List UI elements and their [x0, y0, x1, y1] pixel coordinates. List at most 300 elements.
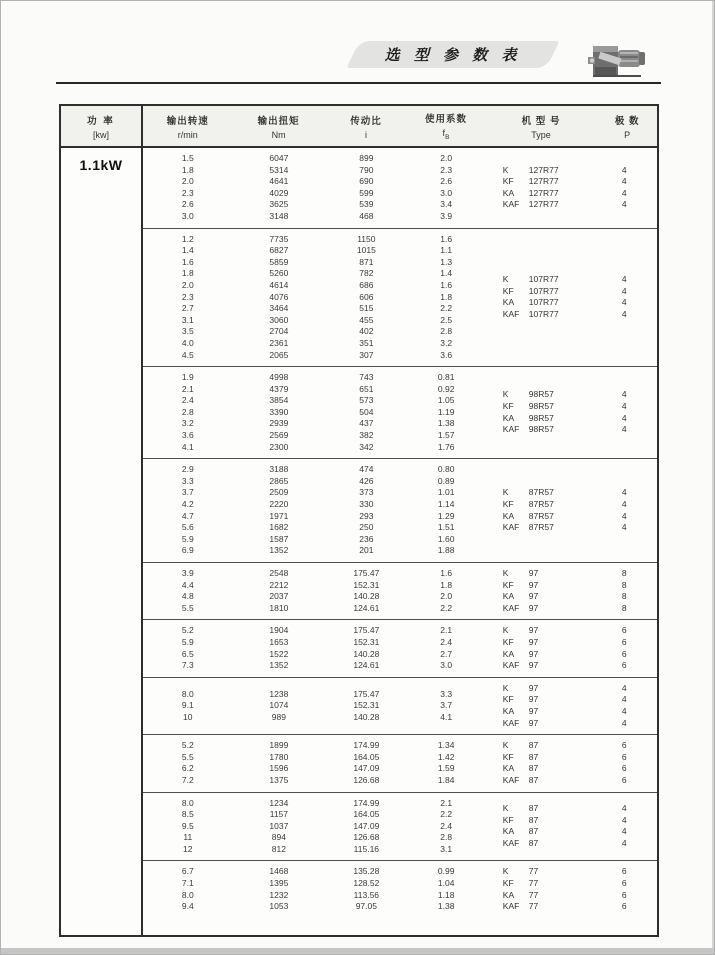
type-row — [485, 740, 657, 752]
ratio-cell: 147.09 — [353, 820, 380, 831]
torque-cell: 1468 — [269, 866, 289, 877]
type-row — [485, 309, 657, 321]
poles-value: 4 — [621, 424, 627, 435]
column-header-ratio: 传动比 i — [350, 115, 382, 140]
type-row — [485, 683, 657, 695]
type-name: KA 97 — [502, 591, 539, 602]
table-row — [143, 821, 485, 833]
torque-cell: 4076 — [269, 291, 289, 302]
service-factor-cell: 1.04 — [437, 878, 455, 889]
torque-cell: 1780 — [269, 751, 289, 762]
poles-value: 8 — [621, 579, 627, 590]
ratio-cell: 175.47 — [353, 625, 380, 636]
type-row — [485, 625, 657, 637]
ratio-cell: 307 — [359, 349, 374, 360]
speed-cell: 8.0 — [181, 688, 194, 699]
ratio-cell: 790 — [359, 164, 374, 175]
ratio-cell: 140.28 — [353, 711, 380, 722]
table-row — [143, 245, 485, 257]
table-row — [143, 292, 485, 304]
type-name: KF 87R57 — [502, 499, 554, 510]
column-header-type: 机 型 号 Type — [521, 115, 561, 140]
torque-cell: 3060 — [269, 314, 289, 325]
table-row — [143, 257, 485, 269]
type-prefix: K — [502, 568, 509, 578]
type-name: KA 97 — [502, 705, 539, 716]
ratio-cell: 342 — [359, 441, 374, 452]
table-row — [143, 649, 485, 661]
ratio-cell: 504 — [359, 406, 374, 417]
speed-cell: 2.7 — [181, 303, 194, 314]
type-row — [485, 413, 657, 425]
type-prefix: KA — [502, 591, 515, 602]
speed-cell: 3.9 — [181, 568, 194, 578]
type-prefix: K — [502, 803, 509, 814]
type-prefix: KA — [502, 297, 515, 308]
type-name: K 127R77 — [502, 164, 559, 175]
torque-cell: 4029 — [269, 187, 289, 198]
ratio-cell: 124.61 — [353, 660, 380, 671]
type-row — [485, 826, 657, 838]
table-row — [143, 740, 485, 752]
speed-cell: 4.2 — [181, 499, 194, 510]
table-row — [143, 303, 485, 315]
type-name: KA 97 — [502, 648, 539, 659]
table-row — [143, 418, 485, 430]
group-data-rows — [143, 234, 485, 362]
type-prefix: KA — [502, 705, 515, 716]
type-prefix: KF — [502, 694, 514, 705]
type-row — [485, 694, 657, 706]
service-factor-cell: 0.89 — [437, 475, 455, 486]
service-factor-cell: 1.88 — [437, 545, 455, 556]
table-group — [143, 562, 657, 619]
ratio-cell: 599 — [359, 187, 374, 198]
type-name: KAF 97 — [502, 717, 539, 728]
ratio-cell: 126.68 — [353, 832, 380, 843]
table-row — [143, 878, 485, 890]
table-row — [143, 153, 485, 165]
speed-cell: 3.2 — [181, 418, 194, 429]
poles-value: 4 — [621, 803, 627, 814]
torque-cell: 7735 — [269, 233, 289, 244]
type-row — [485, 890, 657, 902]
table-row — [143, 752, 485, 764]
type-name: K 77 — [502, 866, 539, 877]
speed-cell: 11 — [183, 832, 193, 843]
ratio-cell: 373 — [359, 487, 374, 498]
torque-cell: 1037 — [269, 820, 289, 831]
speed-cell: 3.3 — [181, 475, 194, 486]
service-factor-cell: 1.76 — [437, 441, 455, 452]
type-name: KAF 97 — [502, 602, 539, 613]
table-row — [143, 712, 485, 724]
torque-cell: 2704 — [269, 326, 289, 337]
type-row — [485, 487, 657, 499]
table-row — [143, 188, 485, 200]
torque-cell: 1587 — [269, 533, 289, 544]
ratio-cell: 651 — [359, 383, 374, 394]
speed-cell: 4.5 — [181, 349, 194, 360]
service-factor-cell: 3.4 — [440, 199, 453, 210]
speed-cell: 1.2 — [181, 233, 194, 244]
speed-cell: 5.5 — [181, 751, 194, 762]
speed-cell: 1.8 — [181, 268, 194, 279]
table-row — [143, 689, 485, 701]
service-factor-cell: 1.59 — [437, 763, 455, 774]
type-name: KA 107R77 — [502, 297, 559, 308]
table-row — [143, 476, 485, 488]
type-name: KF 97 — [502, 579, 539, 590]
speed-cell: 2.0 — [181, 176, 194, 187]
speed-cell: 2.9 — [181, 464, 194, 475]
type-name: KA 77 — [502, 889, 539, 900]
ratio-cell: 382 — [359, 430, 374, 441]
table-group — [143, 458, 657, 562]
torque-cell: 2865 — [269, 475, 289, 486]
service-factor-cell: 1.14 — [437, 499, 455, 510]
ratio-cell: 152.31 — [353, 700, 380, 711]
type-prefix: KAF — [502, 308, 520, 319]
type-name: KF 87 — [502, 814, 539, 825]
speed-cell: 3.5 — [181, 326, 194, 337]
type-prefix: K — [502, 164, 509, 175]
torque-cell: 2361 — [269, 337, 289, 348]
table-row — [143, 545, 485, 557]
header-rule — [56, 82, 661, 84]
ratio-cell: 175.47 — [353, 568, 380, 578]
type-row — [485, 649, 657, 661]
service-factor-cell: 2.0 — [440, 153, 453, 163]
ratio-cell: 1150 — [357, 233, 376, 244]
table-row — [143, 798, 485, 810]
table-group — [143, 148, 657, 228]
poles-value: 6 — [621, 866, 627, 877]
table-row — [143, 700, 485, 712]
ratio-cell: 97.05 — [355, 901, 377, 912]
type-name: KA 87R57 — [502, 510, 554, 521]
type-row — [485, 637, 657, 649]
speed-cell: 9.1 — [181, 700, 194, 711]
torque-cell: 1682 — [269, 522, 289, 533]
service-factor-cell: 1.84 — [437, 774, 455, 785]
poles-value: 4 — [621, 487, 627, 498]
service-factor-cell: 3.0 — [440, 660, 453, 671]
speed-cell: 7.3 — [181, 660, 194, 671]
service-factor-cell: 3.7 — [440, 700, 453, 711]
table-groups — [143, 148, 657, 935]
speed-cell: 2.1 — [181, 383, 194, 394]
speed-cell: 2.3 — [181, 187, 194, 198]
speed-cell: 2.8 — [181, 406, 194, 417]
service-factor-cell: 4.1 — [440, 711, 453, 722]
torque-cell: 1232 — [269, 889, 289, 900]
type-prefix: KAF — [502, 717, 520, 728]
service-factor-cell: 1.6 — [440, 279, 453, 290]
ratio-cell: 515 — [359, 303, 374, 314]
torque-cell: 2220 — [269, 499, 289, 510]
speed-cell: 5.6 — [181, 522, 194, 533]
torque-cell: 3854 — [269, 395, 289, 406]
type-name: KA 87 — [502, 763, 539, 774]
type-row — [485, 389, 657, 401]
type-prefix: K — [502, 682, 509, 693]
service-factor-cell: 1.1 — [440, 245, 453, 256]
type-prefix: KF — [502, 878, 514, 889]
gearmotor-photo-icon — [587, 37, 651, 81]
type-prefix: K — [502, 389, 509, 400]
poles-value: 4 — [621, 187, 627, 198]
type-prefix: KF — [502, 814, 514, 825]
torque-cell: 1053 — [269, 901, 289, 912]
table-row — [143, 660, 485, 672]
torque-cell: 989 — [271, 711, 286, 722]
torque-cell: 1074 — [269, 700, 289, 711]
table-row — [143, 832, 485, 844]
service-factor-cell: 2.2 — [440, 303, 453, 314]
type-prefix: KAF — [502, 199, 520, 210]
ratio-cell: 606 — [359, 291, 374, 302]
type-row — [485, 603, 657, 615]
type-prefix: KAF — [502, 838, 520, 849]
type-prefix: KF — [502, 636, 514, 647]
table-group — [143, 228, 657, 367]
service-factor-cell: 1.34 — [437, 740, 455, 751]
poles-value: 6 — [621, 763, 627, 774]
speed-cell: 3.0 — [181, 210, 194, 221]
ratio-cell: 128.52 — [353, 878, 380, 889]
table-row — [143, 350, 485, 362]
torque-cell: 1522 — [269, 648, 289, 659]
type-prefix: KF — [502, 751, 514, 762]
service-factor-cell: 1.05 — [437, 395, 455, 406]
ratio-cell: 124.61 — [353, 602, 380, 613]
poles-value: 4 — [621, 401, 627, 412]
group-data-rows — [143, 464, 485, 557]
speed-cell: 8.5 — [181, 809, 194, 820]
poles-value: 4 — [621, 412, 627, 423]
type-name: KF 107R77 — [502, 285, 559, 296]
page-title-banner — [353, 41, 553, 68]
service-factor-cell: 1.3 — [440, 256, 453, 267]
group-type-rows — [485, 625, 657, 671]
service-factor-cell: 2.6 — [440, 176, 453, 187]
service-factor-cell: 1.4 — [440, 268, 453, 279]
type-prefix: KAF — [502, 424, 520, 435]
group-data-rows — [143, 372, 485, 453]
type-prefix: KA — [502, 510, 515, 521]
table-row — [143, 844, 485, 856]
speed-cell: 1.6 — [181, 256, 194, 267]
type-row — [485, 401, 657, 413]
column-header-torque: 输出扭矩 Nm — [257, 115, 300, 140]
type-name: K 98R57 — [502, 389, 554, 400]
speed-cell: 7.2 — [181, 774, 194, 785]
type-name: KA 98R57 — [502, 412, 554, 423]
speed-cell: 2.4 — [181, 395, 194, 406]
type-row — [485, 878, 657, 890]
table-row — [143, 280, 485, 292]
speed-cell: 12 — [183, 843, 193, 854]
type-prefix: KA — [502, 412, 515, 423]
type-row — [485, 176, 657, 188]
service-factor-cell: 2.8 — [440, 832, 453, 843]
torque-cell: 1810 — [269, 602, 289, 613]
table-row — [143, 430, 485, 442]
torque-cell: 1899 — [269, 740, 289, 751]
poles-value: 4 — [621, 682, 627, 693]
table-row — [143, 384, 485, 396]
ratio-cell: 468 — [359, 210, 374, 221]
poles-value: 4 — [621, 694, 627, 705]
type-prefix: K — [502, 625, 509, 636]
service-factor-cell: 3.3 — [440, 688, 453, 699]
poles-value: 8 — [621, 591, 627, 602]
type-prefix: KAF — [502, 522, 520, 533]
group-type-rows — [485, 274, 657, 320]
type-row — [485, 188, 657, 200]
type-row — [485, 424, 657, 436]
group-data-rows — [143, 568, 485, 614]
poles-value: 6 — [621, 740, 627, 751]
speed-cell: 4.8 — [181, 591, 194, 602]
group-data-rows — [143, 866, 485, 912]
ratio-cell: 437 — [359, 418, 374, 429]
service-factor-cell: 2.7 — [440, 648, 453, 659]
type-prefix: KA — [502, 648, 515, 659]
type-row — [485, 286, 657, 298]
type-prefix: K — [502, 866, 509, 877]
type-name: K 87 — [502, 803, 539, 814]
service-factor-cell: 0.80 — [437, 464, 455, 475]
torque-cell: 3464 — [269, 303, 289, 314]
group-type-rows — [485, 866, 657, 912]
service-factor-cell: 1.01 — [437, 487, 455, 498]
table-row — [143, 395, 485, 407]
type-row — [485, 568, 657, 580]
torque-cell: 4379 — [269, 383, 289, 394]
poles-value: 4 — [621, 176, 627, 187]
service-factor-cell: 2.1 — [440, 797, 453, 808]
service-factor-cell: 1.18 — [437, 889, 455, 900]
speed-cell: 4.4 — [181, 579, 194, 590]
poles-value: 4 — [621, 164, 627, 175]
torque-cell: 1352 — [269, 660, 289, 671]
speed-cell: 5.9 — [181, 636, 194, 647]
ratio-cell: 871 — [359, 256, 374, 267]
type-name: KAF 87R57 — [502, 522, 554, 533]
column-header-speed: 输出转速 r/min — [166, 115, 209, 140]
type-prefix: KAF — [502, 602, 520, 613]
type-row — [485, 706, 657, 718]
table-row — [143, 591, 485, 603]
ratio-cell: 147.09 — [353, 763, 380, 774]
ratio-cell: 250 — [359, 522, 374, 533]
poles-value: 4 — [621, 199, 627, 210]
table-group — [143, 366, 657, 458]
poles-value: 6 — [621, 636, 627, 647]
torque-cell: 1971 — [269, 510, 289, 521]
type-prefix: KF — [502, 579, 514, 590]
ratio-cell: 140.28 — [353, 648, 380, 659]
type-name: KF 97 — [502, 694, 539, 705]
poles-value: 6 — [621, 878, 627, 889]
type-name: KAF 87 — [502, 774, 539, 785]
speed-cell: 1.9 — [181, 372, 194, 383]
type-row — [485, 901, 657, 913]
speed-cell: 4.7 — [181, 510, 194, 521]
poles-value: 4 — [621, 838, 627, 849]
type-name: K 107R77 — [502, 274, 559, 285]
table-row — [143, 568, 485, 580]
ratio-cell: 782 — [359, 268, 374, 279]
service-factor-cell: 2.2 — [440, 809, 453, 820]
poles-value: 6 — [621, 625, 627, 636]
speed-cell: 6.5 — [181, 648, 194, 659]
ratio-cell: 113.56 — [353, 889, 380, 900]
torque-cell: 2212 — [269, 579, 289, 590]
type-row — [485, 297, 657, 309]
service-factor-cell: 2.3 — [440, 164, 453, 175]
page-title: 选 型 参 数 表 — [384, 47, 522, 64]
torque-cell: 3625 — [269, 199, 289, 210]
service-factor-cell: 2.4 — [440, 820, 453, 831]
service-factor-cell: 2.1 — [440, 625, 453, 636]
type-name: K 97 — [502, 568, 539, 578]
type-row — [485, 511, 657, 523]
selection-parameter-table — [59, 104, 659, 937]
ratio-cell: 175.47 — [353, 688, 380, 699]
poles-value: 4 — [621, 285, 627, 296]
type-name: KAF 77 — [502, 901, 539, 912]
ratio-cell: 1015 — [356, 245, 376, 256]
service-factor-cell: 2.2 — [440, 602, 453, 613]
table-row — [143, 511, 485, 523]
type-row — [485, 660, 657, 672]
poles-value: 4 — [621, 308, 627, 319]
ratio-cell: 140.28 — [353, 591, 380, 602]
torque-cell: 2065 — [269, 349, 289, 360]
service-factor-cell: 1.38 — [437, 418, 455, 429]
type-row — [485, 752, 657, 764]
torque-cell: 894 — [271, 832, 286, 843]
service-factor-cell: 0.92 — [437, 383, 455, 394]
service-factor-cell: 1.42 — [437, 751, 455, 762]
service-factor-cell: 1.29 — [437, 510, 455, 521]
ratio-cell: 455 — [359, 314, 374, 325]
table-row — [143, 199, 485, 211]
type-prefix: KF — [502, 176, 514, 187]
speed-cell: 1.5 — [181, 153, 194, 163]
service-factor-cell: 2.5 — [440, 314, 453, 325]
poles-value: 4 — [621, 826, 627, 837]
service-factor-cell: 2.0 — [440, 591, 453, 602]
poles-value: 8 — [621, 602, 627, 613]
torque-cell: 5859 — [269, 256, 289, 267]
ratio-cell: 351 — [359, 337, 374, 348]
speed-cell: 10 — [183, 711, 193, 722]
table-row — [143, 326, 485, 338]
group-data-rows — [143, 798, 485, 856]
speed-cell: 1.4 — [181, 245, 194, 256]
ratio-cell: 330 — [359, 499, 374, 510]
table-row — [143, 534, 485, 546]
speed-cell: 9.5 — [181, 820, 194, 831]
service-factor-cell: 0.99 — [437, 866, 455, 877]
poles-value: 6 — [621, 774, 627, 785]
table-group — [143, 792, 657, 861]
service-factor-cell: 3.2 — [440, 337, 453, 348]
